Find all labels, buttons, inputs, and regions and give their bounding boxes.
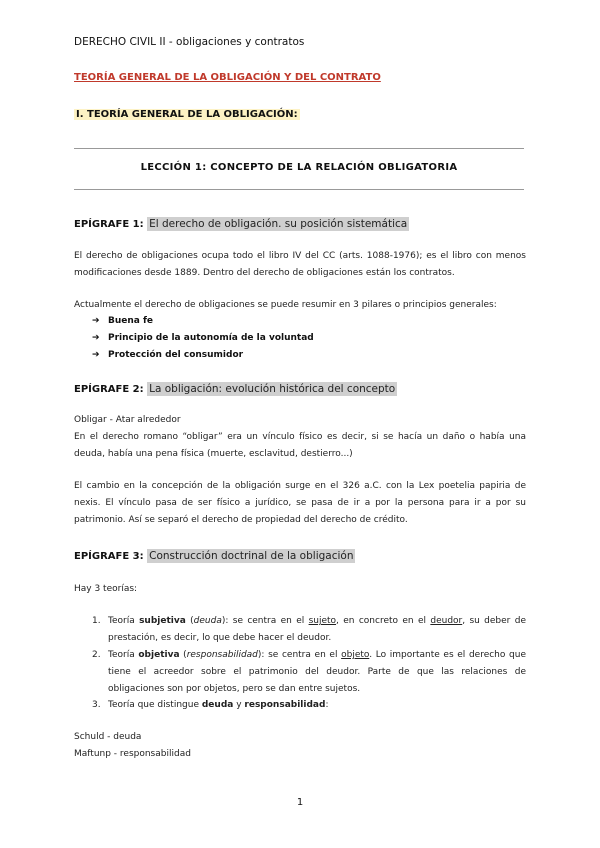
arrow-right-icon: ➔ <box>92 316 100 326</box>
epigrafe-2-title: La obligación: evolución histórica del concepto <box>149 383 396 395</box>
epigrafe-3-line-b: Maftunp - responsabilidad <box>74 749 191 759</box>
epigrafe-2-line-1: Obligar - Atar alrededor <box>74 415 181 425</box>
epigrafe-1-label: EPÍGRAFE 1: <box>74 219 144 230</box>
item-text: Teoría subjetiva (deuda): se centra en el sujeto, en concreto en el deudor, su deber de prestación, es decir, lo que debe hacer el deudor. <box>108 616 526 643</box>
page-number: 1 <box>296 797 304 808</box>
epigrafe-1-paragraph-1: El derecho de obligaciones ocupa todo el libro IV del CC (arts. 1088-1976); es el libro con menos modificaciones desde 1889. Dentro del derecho de obligaciones están los contratos. <box>74 251 526 278</box>
epigrafe-2-paragraph-1: En el derecho romano “obligar” era un vínculo físico es decir, si se hacía un daño o había una deuda, había una pena física (muerte, esclavitud, destierro...) <box>74 432 526 459</box>
item-number: 2. <box>92 650 101 660</box>
divider-bottom <box>74 189 524 190</box>
arrow-right-icon: ➔ <box>92 350 100 360</box>
section-title: I. TEORÍA GENERAL DE LA OBLIGACIÓN: <box>76 109 298 120</box>
epigrafe-1-heading <box>74 218 409 230</box>
list-item <box>92 613 526 647</box>
epigrafe-2-heading <box>74 383 397 395</box>
document-header: DERECHO CIVIL II - obligaciones y contratos <box>74 36 305 48</box>
epigrafe-3-intro: Hay 3 teorías: <box>74 584 138 594</box>
divider-top <box>74 148 524 149</box>
item-text: Teoría que distingue deuda y responsabilidad: <box>108 700 329 710</box>
epigrafe-3-label: EPÍGRAFE 3: <box>74 551 144 562</box>
epigrafe-3-heading <box>74 550 355 562</box>
list-item <box>92 316 153 326</box>
item-number: 1. <box>92 616 101 626</box>
epigrafe-3-title: Construcción doctrinal de la obligación <box>149 550 354 562</box>
list-item <box>92 333 314 343</box>
bullet-label: Buena fe <box>108 316 154 326</box>
list-item <box>92 350 243 360</box>
list-item <box>92 697 526 714</box>
bullet-label: Protección del consumidor <box>108 350 244 360</box>
list-item <box>92 647 526 698</box>
item-text: Teoría objetiva (responsabilidad): se centra en el objeto. Lo importante es el derecho que tiene el acreedor sobre el patrimonio del deudor. Parte de que las relaciones de obligaciones son por objetos, pero se dan entre sujetos. <box>108 650 526 694</box>
main-title: TEORÍA GENERAL DE LA OBLIGACIÓN Y DEL CONTRATO <box>74 72 381 83</box>
lesson-title: LECCIÓN 1: CONCEPTO DE LA RELACIÓN OBLIGATORIA <box>140 162 458 173</box>
epigrafe-1-paragraph-2: Actualmente el derecho de obligaciones se puede resumir en 3 pilares o principios generales: <box>74 300 497 310</box>
arrow-right-icon: ➔ <box>92 333 100 343</box>
epigrafe-1-title: El derecho de obligación. su posición sistemática <box>149 218 408 230</box>
epigrafe-3-line-a: Schuld - deuda <box>74 732 142 742</box>
item-number: 3. <box>92 700 101 710</box>
epigrafe-2-paragraph-2: El cambio en la concepción de la obligación surge en el 326 a.C. con la Lex poetelia papiria de nexis. El vínculo pasa de ser físico a jurídico, se pasa de ir a por la persona para ir a por su patrimonio. Así se separó el derecho de propiedad del derecho de crédito. <box>74 481 526 525</box>
epigrafe-2-label: EPÍGRAFE 2: <box>74 384 144 395</box>
bullet-label: Principio de la autonomía de la voluntad <box>108 333 314 343</box>
